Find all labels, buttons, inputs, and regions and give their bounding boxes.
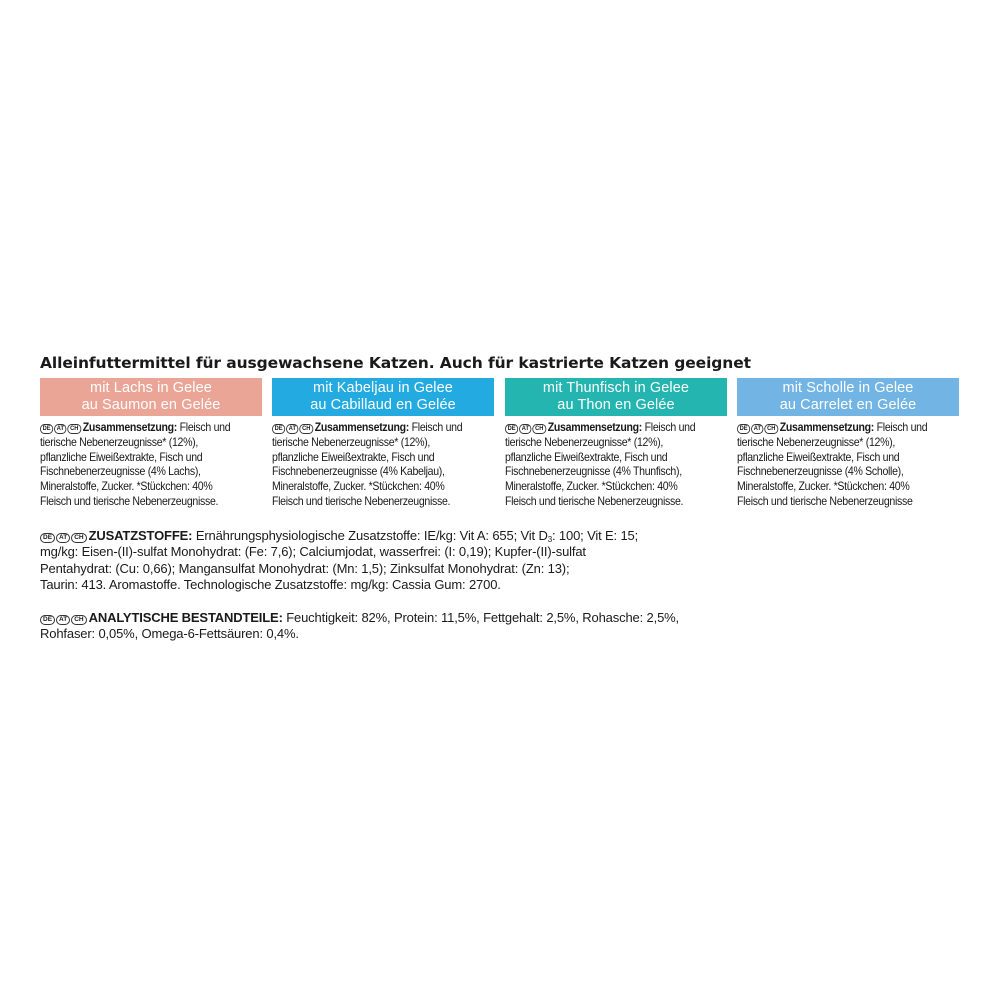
variety-banner: [40, 378, 262, 416]
composition-line: tierische Nebenerzeugnisse* (12%),: [40, 434, 199, 449]
composition-text: [505, 420, 727, 509]
composition-text: [40, 420, 262, 509]
composition-label: Zusammensetzung:: [779, 420, 875, 434]
composition-line: Fleisch und tierische Nebenerzeugnisse.: [272, 493, 451, 508]
variety-title-fr: au Thon en Gelée: [557, 397, 675, 413]
variety-title-fr: au Carrelet en Gelée: [779, 397, 917, 413]
product-headline: Alleinfuttermittel für ausgewachsene Katzen. Auch für kastrierte Katzen geeignet: [40, 354, 751, 372]
flag-ch-icon: CH: [71, 615, 86, 625]
additives-text: mg/kg: Eisen-(II)-sulfat Monohydrat: (Fe: 7,6); Calciumjodat, wasserfrei: (I: 0,19); Kupfer-(II)-sulfat: [40, 544, 586, 560]
composition-text: [737, 420, 959, 509]
variety-title-de: mit Scholle in Gelee: [782, 380, 914, 396]
composition-line: Mineralstoffe, Zucker. *Stückchen: 40%: [505, 479, 678, 494]
country-flags-icon: [737, 424, 778, 434]
flag-at-icon: AT: [751, 424, 763, 434]
composition-line: tierische Nebenerzeugnisse* (12%),: [272, 434, 431, 449]
variety-title-fr: au Cabillaud en Gelée: [310, 397, 456, 413]
variety-column-plaice: [737, 378, 959, 509]
composition-line: Fleisch und: [644, 420, 696, 434]
variety-column-salmon: [40, 378, 262, 509]
composition-line: Fleisch und: [411, 420, 463, 434]
composition-line: Mineralstoffe, Zucker. *Stückchen: 40%: [737, 479, 910, 494]
analytics-label: ANALYTISCHE BESTANDTEILE:: [88, 610, 283, 625]
flag-at-icon: AT: [519, 424, 531, 434]
flag-ch-icon: CH: [299, 424, 313, 434]
variety-banner: [272, 378, 494, 416]
analytics-text: Rohfaser: 0,05%, Omega-6-Fettsäuren: 0,4%.: [40, 626, 299, 642]
country-flags-icon: [272, 424, 313, 434]
additives-text: Taurin: 413. Aromastoffe. Technologische Zusatzstoffe: mg/kg: Cassia Gum: 2700.: [40, 576, 501, 592]
country-flags-icon: [505, 424, 546, 434]
composition-line: Fleisch und tierische Nebenerzeugnisse.: [40, 493, 219, 508]
flag-de-icon: DE: [40, 424, 53, 434]
flag-at-icon: AT: [56, 615, 70, 625]
additives-label: ZUSATZSTOFFE:: [88, 528, 193, 543]
flag-de-icon: DE: [272, 424, 285, 434]
composition-text: [272, 420, 494, 509]
composition-line: pflanzliche Eiweißextrakte, Fisch und: [737, 449, 900, 464]
variety-title-de: mit Kabeljau in Gelee: [313, 380, 453, 396]
composition-line: Fischnebenerzeugnisse (4% Scholle),: [737, 464, 904, 479]
composition-label: Zusammensetzung:: [547, 420, 643, 434]
flag-at-icon: AT: [56, 533, 70, 543]
variety-banner: [737, 378, 959, 416]
flag-de-icon: DE: [737, 424, 750, 434]
variety-column-tuna: [505, 378, 727, 509]
composition-line: Fleisch und: [179, 420, 231, 434]
composition-line: Fleisch und tierische Nebenerzeugnisse.: [505, 493, 684, 508]
variety-column-cod: [272, 378, 494, 509]
additives-text: Ernährungsphysiologische Zusatzstoffe: IE/kg: Vit A: 655; Vit D: [195, 528, 548, 543]
composition-line: Fischnebenerzeugnisse (4% Lachs),: [40, 464, 201, 479]
composition-line: Fleisch und: [876, 420, 928, 434]
composition-line: Fischnebenerzeugnisse (4% Kabeljau),: [272, 464, 445, 479]
country-flags-icon: [40, 424, 81, 434]
flag-ch-icon: CH: [67, 424, 81, 434]
flag-de-icon: DE: [40, 615, 55, 625]
composition-line: pflanzliche Eiweißextrakte, Fisch und: [505, 449, 668, 464]
composition-line: Mineralstoffe, Zucker. *Stückchen: 40%: [272, 479, 445, 494]
composition-line: pflanzliche Eiweißextrakte, Fisch und: [40, 449, 203, 464]
flag-de-icon: DE: [505, 424, 518, 434]
variety-title-fr: au Saumon en Gelée: [81, 397, 221, 413]
flag-ch-icon: CH: [532, 424, 546, 434]
flag-at-icon: AT: [286, 424, 298, 434]
composition-line: Fleisch und tierische Nebenerzeugnisse: [737, 493, 913, 508]
vitamin-d-subscript: 3: [547, 535, 552, 544]
composition-label: Zusammensetzung:: [314, 420, 410, 434]
composition-line: pflanzliche Eiweißextrakte, Fisch und: [272, 449, 435, 464]
additives-section: [40, 528, 740, 593]
variety-banner: [505, 378, 727, 416]
flag-ch-icon: CH: [764, 424, 778, 434]
variety-title-de: mit Thunfisch in Gelee: [542, 380, 690, 396]
variety-title-de: mit Lachs in Gelee: [90, 380, 212, 396]
composition-line: Fischnebenerzeugnisse (4% Thunfisch),: [505, 464, 682, 479]
analytics-text: Feuchtigkeit: 82%, Protein: 11,5%, Fettgehalt: 2,5%, Rohasche: 2,5%,: [286, 610, 680, 625]
composition-line: Mineralstoffe, Zucker. *Stückchen: 40%: [40, 479, 213, 494]
flag-de-icon: DE: [40, 533, 55, 543]
additives-text: : 100; Vit E: 15;: [552, 528, 639, 543]
composition-line: tierische Nebenerzeugnisse* (12%),: [505, 434, 664, 449]
country-flags-icon: [40, 615, 87, 625]
flag-ch-icon: CH: [71, 533, 86, 543]
composition-line: tierische Nebenerzeugnisse* (12%),: [737, 434, 896, 449]
country-flags-icon: [40, 533, 87, 543]
flag-at-icon: AT: [54, 424, 66, 434]
composition-label: Zusammensetzung:: [82, 420, 178, 434]
analytics-section: [40, 610, 740, 643]
additives-text: Pentahydrat: (Cu: 0,66); Mangansulfat Monohydrat: (Mn: 1,5); Zinksulfat Monohydrat: (Zn: 13);: [40, 560, 570, 576]
